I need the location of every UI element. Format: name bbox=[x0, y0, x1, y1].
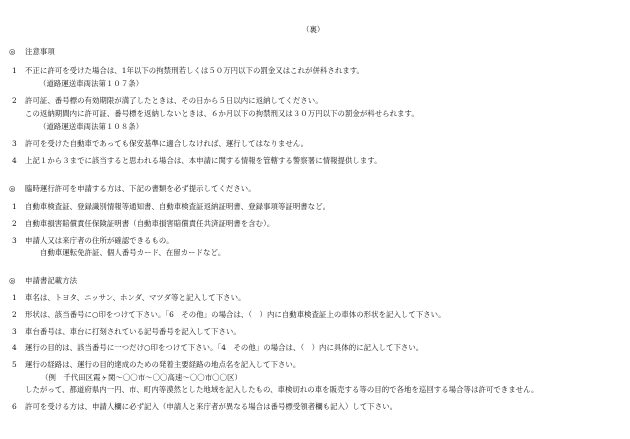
page-header: （裏） bbox=[302, 25, 325, 34]
section1-item3-text: 許可を受けた自動車であっても保安基準に適合しなければ、運行してはなりません。 bbox=[25, 139, 309, 148]
section3-item5-text: 運行の経路は、運行の目的達成のための発着主要経路の地点名を記入して下さい。 bbox=[25, 360, 301, 369]
section1-item2-continuation: この返納期間内に許可証、番号標を返納しないときは、６か月以下の拘禁刑又は３０万円以下の罰金が科せられます。 bbox=[25, 109, 419, 118]
section3-item3-num: 3 bbox=[12, 327, 17, 336]
section2-item2-num: 2 bbox=[12, 219, 17, 228]
section1-item4-text: 上記１から３までに該当すると思われる場合は、本申請に関する情報を管轄する警察署に情報提供します。 bbox=[25, 156, 382, 165]
section3-mark: ◎ bbox=[9, 276, 16, 285]
section3-item3-text: 車台番号は、車台に打刻されている記号番号を記入して下さい。 bbox=[25, 327, 241, 336]
section2-title: 臨時運行許可を申請する方は、下記の書類を必ず提示してください。 bbox=[25, 184, 256, 193]
section2-item3-text: 申請人又は来庁者の住所が確認できるもの。 bbox=[25, 236, 174, 245]
section3-item5-num: 5 bbox=[12, 360, 17, 369]
section3-item4-text: 運行の目的は、該当番号に一つだけ○印をつけて下さい。「4 その他」の場合は、（ ）内に具体的に記入して下さい。 bbox=[25, 343, 424, 352]
section1-item1-num: 1 bbox=[12, 66, 17, 75]
section1-item1-citation: （道路運送車両法第１０７条） bbox=[39, 79, 144, 88]
section3-item5-example: （例 千代田区霞ヶ関～〇〇市～〇〇高速～〇〇市〇〇区） bbox=[41, 373, 242, 382]
section2-mark: ◎ bbox=[9, 184, 16, 193]
section2-item2-text: 自動車損害賠償責任保険証明書（自動車損害賠償責任共済証明書を含む）。 bbox=[25, 219, 275, 228]
section1-item1-text: 不正に許可を受けた場合は、1年以下の拘禁刑若しくは５０万円以下の罰金又はこれが併科されます。 bbox=[25, 66, 364, 75]
section1-title: 注意事項 bbox=[25, 47, 55, 56]
section3-item2-text: 形状は、該当番号に○印をつけて下さい。「6 その他」の場合は、（ ）内に自動車検査証上の車体の形状を記入して下さい。 bbox=[25, 310, 446, 319]
section2-item1-num: 1 bbox=[12, 202, 17, 211]
section2-item1-text: 自動車検査証、登録識別情報等通知書、自動車検査証返納証明書、登録事項等証明書など。 bbox=[25, 202, 331, 211]
section2-item3-num: 3 bbox=[12, 236, 17, 245]
section3-item5-note: したがって、都道府県内一円、市、町内等漠然とした地域を記入したもの、車検切れの車を販売する等の目的で各地を巡回する場合等は許可できません。 bbox=[25, 385, 539, 394]
section1-item4-num: 4 bbox=[12, 156, 17, 165]
section1-mark: ◎ bbox=[9, 47, 16, 56]
section3-item2-num: 2 bbox=[12, 310, 17, 319]
section3-item6-num: 6 bbox=[12, 402, 17, 411]
section3-item4-num: 4 bbox=[12, 343, 17, 352]
section1-item3-num: 3 bbox=[12, 139, 17, 148]
section1-item2-text: 許可証、番号標の有効期限が満了したときは、その日から５日以内に返納してください。 bbox=[25, 96, 323, 105]
section1-item2-citation: （道路運送車両法第１０８条） bbox=[39, 122, 144, 131]
section3-item1-num: 1 bbox=[12, 293, 17, 302]
section3-title: 申請書記載方法 bbox=[25, 276, 78, 285]
section3-item6-text: 許可を受ける方は、申請人欄に必ず記入（申請人と来庁者が異なる場合は番号標受領者欄も記入）して下さい。 bbox=[25, 402, 398, 411]
section2-item3-examples: 自動車運転免許証、個人番号カード、在留カードなど。 bbox=[40, 248, 226, 257]
section3-item1-text: 車名は、トヨタ、ニッサン、ホンダ、マツダ等と記入して下さい。 bbox=[25, 293, 246, 302]
section1-item2-num: 2 bbox=[12, 96, 17, 105]
